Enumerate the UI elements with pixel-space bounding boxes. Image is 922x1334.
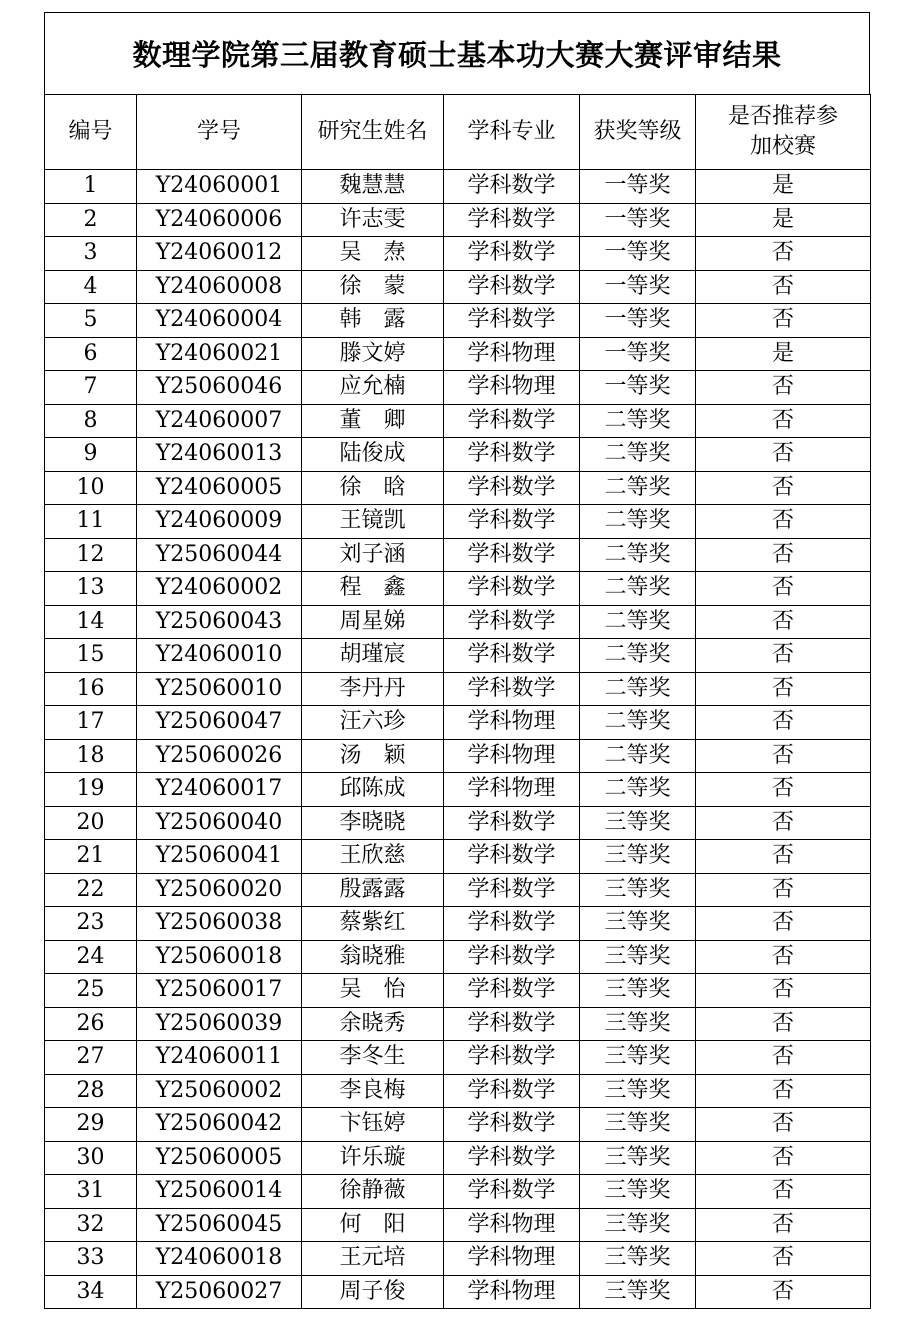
cell-award: 三等奖 xyxy=(580,1141,696,1175)
cell-index: 27 xyxy=(45,1041,137,1075)
cell-major: 学科物理 xyxy=(444,337,580,371)
table-row xyxy=(45,639,871,673)
cell-student-id: Y24060011 xyxy=(137,1041,302,1075)
cell-award: 三等奖 xyxy=(580,873,696,907)
table-header-row xyxy=(45,95,871,170)
cell-index: 11 xyxy=(45,505,137,539)
table-body xyxy=(45,170,871,1309)
cell-major: 学科物理 xyxy=(444,1242,580,1276)
cell-recommend: 是 xyxy=(696,337,871,371)
cell-name: 周子俊 xyxy=(302,1275,444,1309)
table-row xyxy=(45,1007,871,1041)
results-table xyxy=(44,94,871,1309)
cell-major: 学科数学 xyxy=(444,538,580,572)
cell-student-id: Y25060017 xyxy=(137,974,302,1008)
cell-award: 一等奖 xyxy=(580,237,696,271)
cell-index: 15 xyxy=(45,639,137,673)
table-row xyxy=(45,1141,871,1175)
table-row xyxy=(45,404,871,438)
cell-index: 16 xyxy=(45,672,137,706)
cell-student-id: Y24060013 xyxy=(137,438,302,472)
cell-award: 一等奖 xyxy=(580,371,696,405)
cell-student-id: Y24060005 xyxy=(137,471,302,505)
document-title: 数理学院第三届教育硕士基本功大赛大赛评审结果 xyxy=(44,12,870,94)
cell-recommend: 否 xyxy=(696,773,871,807)
cell-index: 31 xyxy=(45,1175,137,1209)
cell-major: 学科数学 xyxy=(444,1007,580,1041)
cell-award: 二等奖 xyxy=(580,706,696,740)
cell-award: 三等奖 xyxy=(580,1175,696,1209)
cell-index: 18 xyxy=(45,739,137,773)
cell-award: 一等奖 xyxy=(580,304,696,338)
cell-major: 学科物理 xyxy=(444,1275,580,1309)
cell-major: 学科数学 xyxy=(444,304,580,338)
cell-name: 余晓秀 xyxy=(302,1007,444,1041)
table-row xyxy=(45,672,871,706)
cell-recommend: 否 xyxy=(696,270,871,304)
cell-name: 李良梅 xyxy=(302,1074,444,1108)
cell-name: 刘子涵 xyxy=(302,538,444,572)
cell-student-id: Y24060006 xyxy=(137,203,302,237)
cell-index: 8 xyxy=(45,404,137,438)
cell-student-id: Y25060043 xyxy=(137,605,302,639)
cell-student-id: Y24060004 xyxy=(137,304,302,338)
cell-major: 学科数学 xyxy=(444,1041,580,1075)
cell-major: 学科数学 xyxy=(444,672,580,706)
cell-major: 学科数学 xyxy=(444,1175,580,1209)
table-row xyxy=(45,237,871,271)
table-row xyxy=(45,907,871,941)
table-row xyxy=(45,371,871,405)
cell-index: 5 xyxy=(45,304,137,338)
cell-major: 学科数学 xyxy=(444,572,580,606)
table-row xyxy=(45,1074,871,1108)
table-row xyxy=(45,438,871,472)
cell-name: 殷露露 xyxy=(302,873,444,907)
cell-recommend: 否 xyxy=(696,873,871,907)
table-row xyxy=(45,1108,871,1142)
cell-major: 学科数学 xyxy=(444,505,580,539)
cell-index: 33 xyxy=(45,1242,137,1276)
table-row xyxy=(45,572,871,606)
cell-recommend: 否 xyxy=(696,1275,871,1309)
cell-recommend: 是 xyxy=(696,170,871,204)
cell-major: 学科数学 xyxy=(444,270,580,304)
header-name: 研究生姓名 xyxy=(302,95,444,170)
cell-student-id: Y25060044 xyxy=(137,538,302,572)
cell-major: 学科数学 xyxy=(444,873,580,907)
table-row xyxy=(45,1275,871,1309)
cell-name: 程 鑫 xyxy=(302,572,444,606)
cell-name: 徐 晗 xyxy=(302,471,444,505)
cell-award: 二等奖 xyxy=(580,773,696,807)
cell-index: 14 xyxy=(45,605,137,639)
cell-index: 6 xyxy=(45,337,137,371)
cell-major: 学科数学 xyxy=(444,237,580,271)
table-row xyxy=(45,270,871,304)
cell-index: 28 xyxy=(45,1074,137,1108)
cell-major: 学科数学 xyxy=(444,907,580,941)
cell-major: 学科数学 xyxy=(444,840,580,874)
cell-award: 三等奖 xyxy=(580,1108,696,1142)
cell-recommend: 否 xyxy=(696,1041,871,1075)
header-award: 获奖等级 xyxy=(580,95,696,170)
cell-recommend: 否 xyxy=(696,505,871,539)
cell-recommend: 否 xyxy=(696,237,871,271)
cell-major: 学科数学 xyxy=(444,1074,580,1108)
cell-student-id: Y25060026 xyxy=(137,739,302,773)
cell-student-id: Y24060009 xyxy=(137,505,302,539)
cell-index: 3 xyxy=(45,237,137,271)
cell-student-id: Y24060017 xyxy=(137,773,302,807)
cell-recommend: 否 xyxy=(696,706,871,740)
cell-name: 汤 颖 xyxy=(302,739,444,773)
cell-recommend: 否 xyxy=(696,438,871,472)
cell-name: 董 卿 xyxy=(302,404,444,438)
cell-award: 三等奖 xyxy=(580,840,696,874)
cell-major: 学科数学 xyxy=(444,203,580,237)
cell-recommend: 否 xyxy=(696,1141,871,1175)
cell-recommend: 否 xyxy=(696,639,871,673)
table-row xyxy=(45,605,871,639)
cell-recommend: 否 xyxy=(696,940,871,974)
cell-recommend: 否 xyxy=(696,806,871,840)
cell-award: 二等奖 xyxy=(580,739,696,773)
cell-award: 一等奖 xyxy=(580,270,696,304)
cell-name: 吴 焘 xyxy=(302,237,444,271)
cell-student-id: Y25060039 xyxy=(137,1007,302,1041)
cell-major: 学科数学 xyxy=(444,438,580,472)
cell-name: 王欣慈 xyxy=(302,840,444,874)
cell-name: 魏慧慧 xyxy=(302,170,444,204)
cell-recommend: 否 xyxy=(696,840,871,874)
cell-award: 三等奖 xyxy=(580,1007,696,1041)
cell-index: 1 xyxy=(45,170,137,204)
cell-award: 二等奖 xyxy=(580,672,696,706)
cell-recommend: 否 xyxy=(696,605,871,639)
cell-student-id: Y24060021 xyxy=(137,337,302,371)
cell-index: 34 xyxy=(45,1275,137,1309)
cell-index: 17 xyxy=(45,706,137,740)
cell-index: 7 xyxy=(45,371,137,405)
cell-award: 三等奖 xyxy=(580,1242,696,1276)
cell-name: 陆俊成 xyxy=(302,438,444,472)
cell-recommend: 否 xyxy=(696,672,871,706)
table-row xyxy=(45,940,871,974)
cell-name: 许乐璇 xyxy=(302,1141,444,1175)
cell-recommend: 否 xyxy=(696,739,871,773)
cell-award: 二等奖 xyxy=(580,605,696,639)
cell-index: 21 xyxy=(45,840,137,874)
table-row xyxy=(45,203,871,237)
cell-award: 三等奖 xyxy=(580,1041,696,1075)
cell-major: 学科数学 xyxy=(444,471,580,505)
cell-student-id: Y25060027 xyxy=(137,1275,302,1309)
cell-award: 三等奖 xyxy=(580,1275,696,1309)
cell-name: 徐静薇 xyxy=(302,1175,444,1209)
cell-student-id: Y25060047 xyxy=(137,706,302,740)
cell-index: 30 xyxy=(45,1141,137,1175)
table-row xyxy=(45,1175,871,1209)
cell-award: 一等奖 xyxy=(580,337,696,371)
cell-award: 二等奖 xyxy=(580,639,696,673)
cell-recommend: 否 xyxy=(696,907,871,941)
cell-recommend: 否 xyxy=(696,371,871,405)
header-major: 学科专业 xyxy=(444,95,580,170)
cell-index: 29 xyxy=(45,1108,137,1142)
cell-major: 学科数学 xyxy=(444,170,580,204)
table-row xyxy=(45,974,871,1008)
cell-recommend: 否 xyxy=(696,572,871,606)
table-row xyxy=(45,873,871,907)
cell-name: 王元培 xyxy=(302,1242,444,1276)
cell-student-id: Y25060005 xyxy=(137,1141,302,1175)
cell-name: 周星娣 xyxy=(302,605,444,639)
cell-index: 23 xyxy=(45,907,137,941)
table-row xyxy=(45,1208,871,1242)
cell-student-id: Y25060041 xyxy=(137,840,302,874)
cell-major: 学科数学 xyxy=(444,639,580,673)
cell-award: 二等奖 xyxy=(580,505,696,539)
cell-student-id: Y25060010 xyxy=(137,672,302,706)
cell-student-id: Y25060038 xyxy=(137,907,302,941)
table-row xyxy=(45,170,871,204)
cell-index: 20 xyxy=(45,806,137,840)
table-row xyxy=(45,304,871,338)
cell-name: 滕文婷 xyxy=(302,337,444,371)
cell-index: 9 xyxy=(45,438,137,472)
cell-name: 李晓晓 xyxy=(302,806,444,840)
cell-name: 吴 怡 xyxy=(302,974,444,1008)
cell-recommend: 是 xyxy=(696,203,871,237)
cell-recommend: 否 xyxy=(696,538,871,572)
cell-name: 何 阳 xyxy=(302,1208,444,1242)
cell-index: 25 xyxy=(45,974,137,1008)
cell-student-id: Y25060020 xyxy=(137,873,302,907)
cell-name: 韩 露 xyxy=(302,304,444,338)
cell-index: 19 xyxy=(45,773,137,807)
cell-award: 一等奖 xyxy=(580,203,696,237)
cell-name: 徐 蒙 xyxy=(302,270,444,304)
cell-name: 应允楠 xyxy=(302,371,444,405)
cell-student-id: Y25060014 xyxy=(137,1175,302,1209)
cell-name: 邱陈成 xyxy=(302,773,444,807)
cell-student-id: Y25060040 xyxy=(137,806,302,840)
cell-award: 三等奖 xyxy=(580,1208,696,1242)
table-row xyxy=(45,505,871,539)
cell-major: 学科物理 xyxy=(444,371,580,405)
cell-recommend: 否 xyxy=(696,1242,871,1276)
cell-award: 二等奖 xyxy=(580,471,696,505)
cell-major: 学科数学 xyxy=(444,404,580,438)
cell-name: 汪六珍 xyxy=(302,706,444,740)
cell-name: 胡瑾宸 xyxy=(302,639,444,673)
cell-recommend: 否 xyxy=(696,974,871,1008)
cell-student-id: Y25060046 xyxy=(137,371,302,405)
cell-student-id: Y25060045 xyxy=(137,1208,302,1242)
cell-major: 学科数学 xyxy=(444,1141,580,1175)
cell-recommend: 否 xyxy=(696,471,871,505)
cell-name: 李丹丹 xyxy=(302,672,444,706)
cell-recommend: 否 xyxy=(696,1007,871,1041)
cell-award: 二等奖 xyxy=(580,404,696,438)
cell-student-id: Y24060012 xyxy=(137,237,302,271)
cell-award: 二等奖 xyxy=(580,538,696,572)
table-row xyxy=(45,806,871,840)
cell-recommend: 否 xyxy=(696,1074,871,1108)
cell-index: 22 xyxy=(45,873,137,907)
cell-index: 4 xyxy=(45,270,137,304)
table-row xyxy=(45,773,871,807)
cell-student-id: Y24060007 xyxy=(137,404,302,438)
cell-recommend: 否 xyxy=(696,304,871,338)
cell-index: 2 xyxy=(45,203,137,237)
cell-major: 学科物理 xyxy=(444,1208,580,1242)
header-index: 编号 xyxy=(45,95,137,170)
cell-student-id: Y24060002 xyxy=(137,572,302,606)
cell-name: 许志雯 xyxy=(302,203,444,237)
cell-major: 学科数学 xyxy=(444,1108,580,1142)
cell-index: 13 xyxy=(45,572,137,606)
cell-student-id: Y24060001 xyxy=(137,170,302,204)
cell-award: 二等奖 xyxy=(580,572,696,606)
cell-award: 三等奖 xyxy=(580,974,696,1008)
cell-index: 26 xyxy=(45,1007,137,1041)
results-sheet xyxy=(44,12,870,1309)
cell-award: 三等奖 xyxy=(580,1074,696,1108)
table-row xyxy=(45,739,871,773)
cell-major: 学科数学 xyxy=(444,974,580,1008)
table-row xyxy=(45,1242,871,1276)
cell-name: 李冬生 xyxy=(302,1041,444,1075)
cell-student-id: Y25060002 xyxy=(137,1074,302,1108)
cell-award: 三等奖 xyxy=(580,907,696,941)
cell-index: 12 xyxy=(45,538,137,572)
table-row xyxy=(45,471,871,505)
cell-recommend: 否 xyxy=(696,1208,871,1242)
cell-student-id: Y24060010 xyxy=(137,639,302,673)
cell-index: 10 xyxy=(45,471,137,505)
cell-name: 卞钰婷 xyxy=(302,1108,444,1142)
cell-recommend: 否 xyxy=(696,1175,871,1209)
cell-index: 24 xyxy=(45,940,137,974)
cell-student-id: Y24060018 xyxy=(137,1242,302,1276)
cell-award: 三等奖 xyxy=(580,940,696,974)
table-row xyxy=(45,840,871,874)
cell-student-id: Y25060018 xyxy=(137,940,302,974)
table-row xyxy=(45,337,871,371)
cell-major: 学科物理 xyxy=(444,773,580,807)
cell-name: 王镜凯 xyxy=(302,505,444,539)
cell-award: 三等奖 xyxy=(580,806,696,840)
cell-major: 学科物理 xyxy=(444,739,580,773)
cell-name: 翁晓雅 xyxy=(302,940,444,974)
cell-index: 32 xyxy=(45,1208,137,1242)
cell-award: 一等奖 xyxy=(580,170,696,204)
cell-major: 学科数学 xyxy=(444,605,580,639)
cell-recommend: 否 xyxy=(696,404,871,438)
cell-student-id: Y25060042 xyxy=(137,1108,302,1142)
table-row xyxy=(45,1041,871,1075)
cell-name: 蔡紫红 xyxy=(302,907,444,941)
cell-recommend: 否 xyxy=(696,1108,871,1142)
cell-major: 学科数学 xyxy=(444,806,580,840)
header-student-id: 学号 xyxy=(137,95,302,170)
cell-award: 二等奖 xyxy=(580,438,696,472)
cell-major: 学科物理 xyxy=(444,706,580,740)
header-recommend: 是否推荐参加校赛 xyxy=(696,95,871,170)
table-row xyxy=(45,538,871,572)
table-row xyxy=(45,706,871,740)
cell-student-id: Y24060008 xyxy=(137,270,302,304)
cell-major: 学科数学 xyxy=(444,940,580,974)
